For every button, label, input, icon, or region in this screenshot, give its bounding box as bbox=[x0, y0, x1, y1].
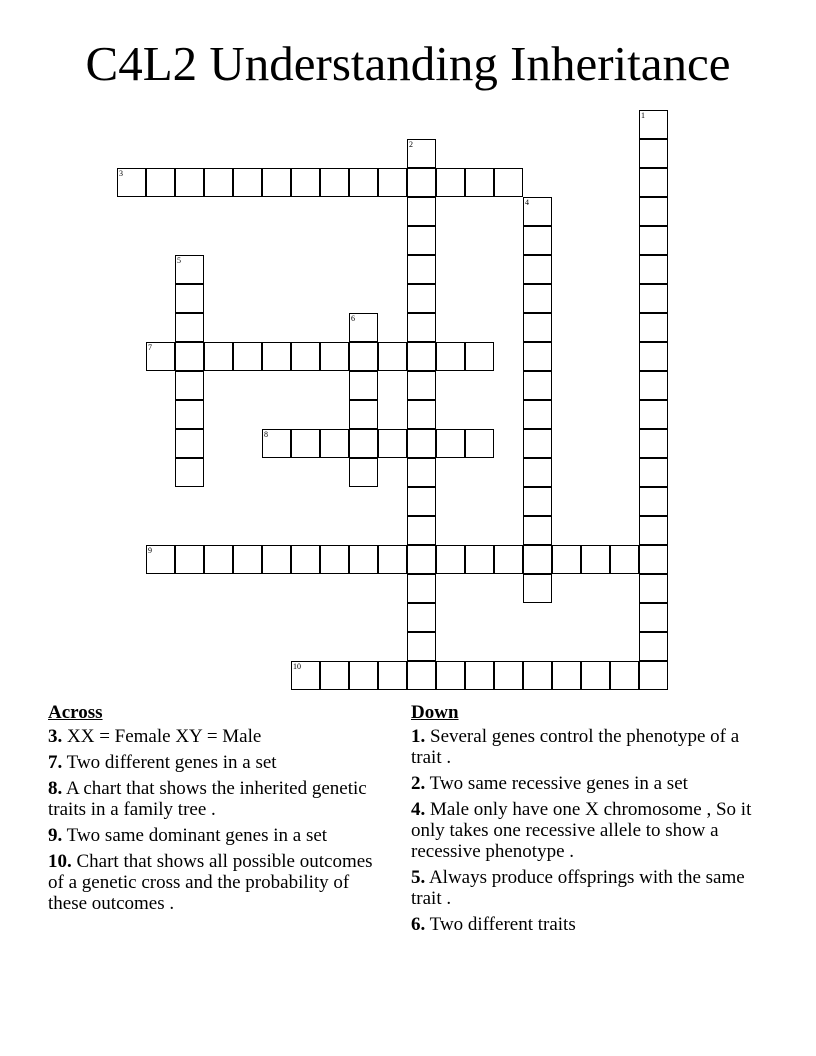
grid-cell[interactable] bbox=[407, 371, 436, 400]
clue-number-label: 4 bbox=[525, 198, 529, 207]
clue-number: 8. bbox=[48, 778, 63, 799]
grid-cell[interactable] bbox=[639, 110, 668, 139]
clue-text: Two different traits bbox=[429, 914, 576, 935]
clue-number-label: 6 bbox=[351, 314, 355, 323]
grid-cell[interactable] bbox=[175, 371, 204, 400]
clue-number-label: 2 bbox=[409, 140, 413, 149]
grid-cell[interactable] bbox=[581, 545, 610, 574]
grid-cell[interactable] bbox=[639, 139, 668, 168]
grid-cell[interactable] bbox=[407, 284, 436, 313]
grid-cell[interactable] bbox=[639, 400, 668, 429]
grid-cell[interactable] bbox=[320, 168, 349, 197]
grid-cell[interactable] bbox=[175, 255, 204, 284]
grid-cell[interactable] bbox=[407, 516, 436, 545]
grid-cell[interactable] bbox=[407, 458, 436, 487]
grid-cell[interactable] bbox=[639, 284, 668, 313]
grid-cell[interactable] bbox=[175, 284, 204, 313]
grid-cell[interactable] bbox=[378, 429, 407, 458]
clue-text: A chart that shows the inherited genetic traits in a family tree . bbox=[48, 778, 367, 820]
grid-cell[interactable] bbox=[262, 168, 291, 197]
grid-cell[interactable] bbox=[436, 429, 465, 458]
down-clue bbox=[411, 914, 766, 935]
clue-number: 9. bbox=[48, 825, 63, 846]
grid-cell[interactable] bbox=[639, 458, 668, 487]
grid-cell[interactable] bbox=[378, 545, 407, 574]
grid-cell[interactable] bbox=[407, 139, 436, 168]
across-clue bbox=[48, 851, 378, 914]
grid-cell[interactable] bbox=[639, 313, 668, 342]
grid-cell[interactable] bbox=[291, 342, 320, 371]
grid-cell[interactable] bbox=[204, 342, 233, 371]
grid-cell[interactable] bbox=[175, 313, 204, 342]
grid-cell[interactable] bbox=[349, 545, 378, 574]
grid-cell[interactable] bbox=[175, 168, 204, 197]
grid-cell[interactable] bbox=[291, 168, 320, 197]
grid-cell[interactable] bbox=[494, 661, 523, 690]
grid-cell[interactable] bbox=[552, 545, 581, 574]
grid-cell[interactable] bbox=[233, 545, 262, 574]
clue-text: Always produce offsprings with the same trait . bbox=[411, 867, 745, 909]
clue-text: XX = Female XY = Male bbox=[67, 726, 262, 747]
grid-cell[interactable] bbox=[407, 603, 436, 632]
grid-cell[interactable] bbox=[639, 226, 668, 255]
grid-cell[interactable] bbox=[610, 545, 639, 574]
puzzle-title: C4L2 Understanding Inheritance bbox=[85, 36, 731, 91]
grid-cell[interactable] bbox=[436, 545, 465, 574]
grid-cell[interactable] bbox=[465, 168, 494, 197]
grid-cell[interactable] bbox=[407, 168, 436, 197]
grid-cell[interactable] bbox=[494, 545, 523, 574]
grid-cell[interactable] bbox=[146, 342, 175, 371]
clue-number: 7. bbox=[48, 752, 63, 773]
grid-cell[interactable] bbox=[320, 661, 349, 690]
grid-cell[interactable] bbox=[262, 342, 291, 371]
across-heading: Across bbox=[48, 702, 103, 723]
grid-cell[interactable] bbox=[349, 371, 378, 400]
grid-cell[interactable] bbox=[523, 313, 552, 342]
clue-number-label: 1 bbox=[641, 111, 645, 120]
grid-cell[interactable] bbox=[262, 429, 291, 458]
grid-cell[interactable] bbox=[320, 342, 349, 371]
grid-cell[interactable] bbox=[523, 371, 552, 400]
clue-text: Two different genes in a set bbox=[66, 752, 277, 773]
grid-cell[interactable] bbox=[233, 168, 262, 197]
grid-cell[interactable] bbox=[407, 429, 436, 458]
grid-cell[interactable] bbox=[465, 545, 494, 574]
grid-cell[interactable] bbox=[146, 168, 175, 197]
grid-cell[interactable] bbox=[204, 168, 233, 197]
clue-number-label: 7 bbox=[148, 343, 152, 352]
clue-number: 6. bbox=[411, 914, 426, 935]
grid-cell[interactable] bbox=[349, 661, 378, 690]
clue-number: 3. bbox=[48, 726, 63, 747]
grid-cell[interactable] bbox=[639, 429, 668, 458]
clue-text: Several genes control the phenotype of a trait . bbox=[411, 726, 740, 768]
grid-cell[interactable] bbox=[465, 342, 494, 371]
down-clue bbox=[411, 726, 766, 768]
grid-cell[interactable] bbox=[349, 342, 378, 371]
grid-cell[interactable] bbox=[291, 429, 320, 458]
grid-cell[interactable] bbox=[349, 400, 378, 429]
down-heading: Down bbox=[411, 702, 459, 723]
grid-cell[interactable] bbox=[639, 255, 668, 284]
down-clues bbox=[411, 702, 766, 940]
grid-cell[interactable] bbox=[291, 545, 320, 574]
grid-cell[interactable] bbox=[639, 661, 668, 690]
grid-cell[interactable] bbox=[320, 545, 349, 574]
grid-cell[interactable] bbox=[349, 168, 378, 197]
grid-cell[interactable] bbox=[639, 342, 668, 371]
grid-cell[interactable] bbox=[639, 487, 668, 516]
grid-cell[interactable] bbox=[175, 545, 204, 574]
clue-number-label: 9 bbox=[148, 546, 152, 555]
grid-cell[interactable] bbox=[117, 168, 146, 197]
grid-cell[interactable] bbox=[146, 545, 175, 574]
grid-cell[interactable] bbox=[407, 545, 436, 574]
grid-cell[interactable] bbox=[639, 516, 668, 545]
grid-cell[interactable] bbox=[407, 197, 436, 226]
grid-cell[interactable] bbox=[407, 255, 436, 284]
clue-number: 1. bbox=[411, 726, 426, 747]
grid-cell[interactable] bbox=[233, 342, 262, 371]
grid-cell[interactable] bbox=[175, 400, 204, 429]
grid-cell[interactable] bbox=[407, 226, 436, 255]
grid-cell[interactable] bbox=[610, 661, 639, 690]
grid-cell[interactable] bbox=[378, 168, 407, 197]
clue-text: Two same dominant genes in a set bbox=[66, 825, 328, 846]
grid-cell[interactable] bbox=[175, 458, 204, 487]
grid-cell[interactable] bbox=[639, 545, 668, 574]
clue-text: Chart that shows all possible outcomes of a genetic cross and the probability of these outcomes . bbox=[48, 851, 373, 914]
grid-cell[interactable] bbox=[523, 284, 552, 313]
grid-cell[interactable] bbox=[465, 661, 494, 690]
grid-cell[interactable] bbox=[523, 516, 552, 545]
grid-cell[interactable] bbox=[407, 487, 436, 516]
grid-cell[interactable] bbox=[523, 545, 552, 574]
grid-cell[interactable] bbox=[378, 661, 407, 690]
grid-cell[interactable] bbox=[523, 342, 552, 371]
clue-number-label: 10 bbox=[293, 662, 301, 671]
grid-cell[interactable] bbox=[523, 400, 552, 429]
grid-cell[interactable] bbox=[291, 661, 320, 690]
grid-cell[interactable] bbox=[639, 632, 668, 661]
grid-cell[interactable] bbox=[639, 168, 668, 197]
across-clue bbox=[48, 726, 378, 747]
grid-cell[interactable] bbox=[523, 226, 552, 255]
grid-cell[interactable] bbox=[436, 661, 465, 690]
grid-cell[interactable] bbox=[523, 255, 552, 284]
grid-cell[interactable] bbox=[175, 429, 204, 458]
grid-cell[interactable] bbox=[175, 342, 204, 371]
grid-cell[interactable] bbox=[465, 429, 494, 458]
grid-cell[interactable] bbox=[639, 371, 668, 400]
grid-cell[interactable] bbox=[407, 313, 436, 342]
grid-cell[interactable] bbox=[262, 545, 291, 574]
across-clue bbox=[48, 752, 378, 773]
clue-number: 4. bbox=[411, 799, 426, 820]
clue-number: 5. bbox=[411, 867, 426, 888]
clue-number-label: 5 bbox=[177, 256, 181, 265]
grid-cell[interactable] bbox=[436, 168, 465, 197]
grid-cell[interactable] bbox=[407, 632, 436, 661]
clue-number-label: 8 bbox=[264, 430, 268, 439]
clue-number-label: 3 bbox=[119, 169, 123, 178]
grid-cell[interactable] bbox=[378, 342, 407, 371]
grid-cell[interactable] bbox=[436, 342, 465, 371]
clue-text: Two same recessive genes in a set bbox=[429, 773, 688, 794]
across-clue bbox=[48, 825, 378, 846]
grid-cell[interactable] bbox=[552, 661, 581, 690]
grid-cell[interactable] bbox=[639, 574, 668, 603]
grid-cell[interactable] bbox=[349, 313, 378, 342]
grid-cell[interactable] bbox=[407, 661, 436, 690]
down-clue bbox=[411, 773, 766, 794]
grid-cell[interactable] bbox=[320, 429, 349, 458]
grid-cell[interactable] bbox=[407, 574, 436, 603]
grid-cell[interactable] bbox=[523, 429, 552, 458]
grid-cell[interactable] bbox=[523, 574, 552, 603]
grid-cell[interactable] bbox=[204, 545, 233, 574]
across-clue bbox=[48, 778, 378, 820]
grid-cell[interactable] bbox=[407, 400, 436, 429]
grid-cell[interactable] bbox=[639, 603, 668, 632]
grid-cell[interactable] bbox=[523, 458, 552, 487]
grid-cell[interactable] bbox=[523, 197, 552, 226]
grid-cell[interactable] bbox=[581, 661, 610, 690]
grid-cell[interactable] bbox=[407, 342, 436, 371]
down-clue bbox=[411, 799, 766, 862]
grid-cell[interactable] bbox=[523, 661, 552, 690]
grid-cell[interactable] bbox=[639, 197, 668, 226]
clue-number: 2. bbox=[411, 773, 426, 794]
clue-number: 10. bbox=[48, 851, 72, 872]
grid-cell[interactable] bbox=[523, 487, 552, 516]
down-clue bbox=[411, 867, 766, 909]
across-clues bbox=[48, 702, 378, 919]
grid-cell[interactable] bbox=[349, 458, 378, 487]
grid-cell[interactable] bbox=[494, 168, 523, 197]
clue-text: Male only have one X chromosome , So it only takes one recessive allele to show a recessive phenotype . bbox=[411, 799, 752, 862]
grid-cell[interactable] bbox=[349, 429, 378, 458]
